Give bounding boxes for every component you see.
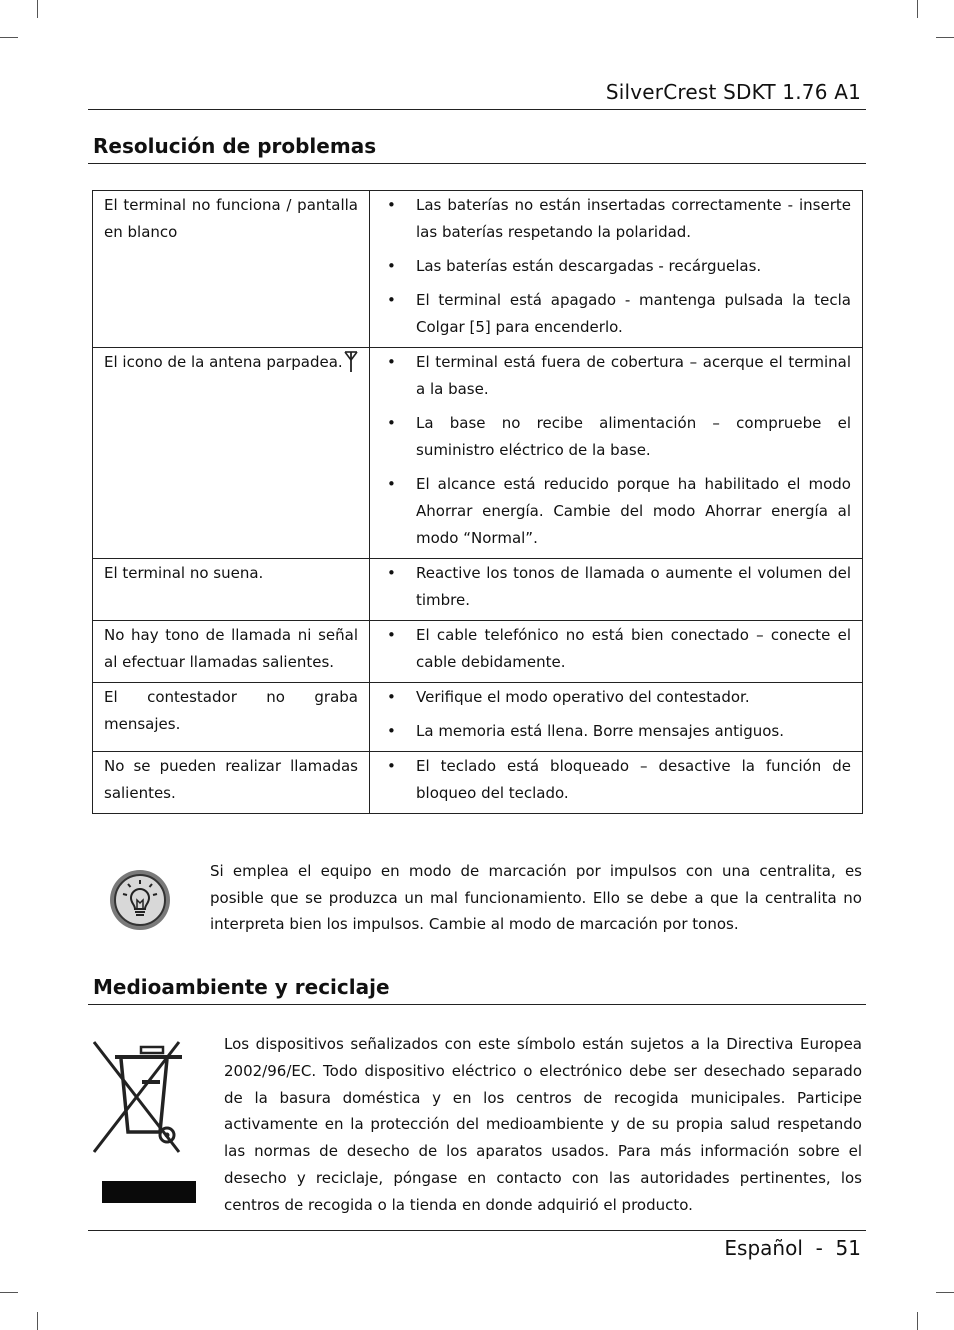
list-item: • Verifique el modo operativo del contestador.: [381, 684, 851, 711]
crop-mark: [0, 37, 18, 38]
table-row: [93, 559, 863, 621]
list-item: • El alcance está reducido porque ha habilitado el modo Ahorrar energía. Cambie del modo Ahorrar energía al modo “Normal”.: [381, 471, 851, 552]
problem-cell: El contestador no graba mensajes.: [93, 683, 370, 752]
table-row: [93, 348, 863, 559]
problem-cell: No hay tono de llamada ni señal al efectuar llamadas salientes.: [93, 621, 370, 683]
problem-cell: El terminal no suena.: [93, 559, 370, 621]
environment-title-rule: [88, 1004, 866, 1005]
crop-mark: [936, 1292, 954, 1293]
list-item: • Reactive los tonos de llamada o aumente el volumen del timbre.: [381, 560, 851, 614]
solution-cell: [370, 752, 863, 814]
solution-cell: [370, 621, 863, 683]
solution-cell: [370, 191, 863, 348]
list-item: • La base no recibe alimentación – compruebe el suministro eléctrico de la base.: [381, 410, 851, 464]
troubleshooting-title: Resolución de problemas: [93, 134, 377, 158]
table-row: [93, 191, 863, 348]
solution-cell: [370, 683, 863, 752]
problem-cell: El icono de la antena parpadea.: [93, 348, 370, 559]
environment-title: Medioambiente y reciclaje: [93, 975, 390, 999]
list-item: • El cable telefónico no está bien conectado – conecte el cable debidamente.: [381, 622, 851, 676]
table-row: [93, 621, 863, 683]
lightbulb-icon: [108, 868, 172, 932]
crop-mark: [917, 1312, 918, 1330]
document-header-title: SilverCrest SDKT 1.76 A1: [605, 80, 861, 104]
table-row: [93, 752, 863, 814]
troubleshooting-table: [92, 190, 863, 814]
footer-rule: [88, 1230, 866, 1231]
troubleshooting-title-rule: [88, 163, 866, 164]
list-item: • Las baterías están descargadas - recárguelas.: [381, 253, 851, 280]
crossed-out-bin-icon: [93, 1038, 197, 1204]
header-rule: [88, 109, 866, 110]
solution-cell: [370, 348, 863, 559]
crop-mark: [936, 37, 954, 38]
crop-mark: [917, 0, 918, 18]
problem-cell: No se pueden realizar llamadas salientes.: [93, 752, 370, 814]
list-item: • Las baterías no están insertadas correctamente - inserte las baterías respetando la polaridad.: [381, 192, 851, 246]
list-item: • El teclado está bloqueado – desactive la función de bloqueo del teclado.: [381, 753, 851, 807]
list-item: • El terminal está fuera de cobertura – acerque el terminal a la base.: [381, 349, 851, 403]
problem-cell: El terminal no funciona / pantalla en blanco: [93, 191, 370, 348]
list-item: • La memoria está llena. Borre mensajes antiguos.: [381, 718, 851, 745]
tip-text: Si emplea el equipo en modo de marcación por impulsos con una centralita, es posible que se produzca un mal funcionamiento. Ello se debe a que la centralita no interpreta bien los impulsos. Cambie al modo de marcación por tonos.: [210, 862, 862, 933]
table-row: [93, 683, 863, 752]
list-item: • El terminal está apagado - mantenga pulsada la tecla Colgar [5] para encenderlo.: [381, 287, 851, 341]
page-footer: Español - 51: [724, 1236, 861, 1260]
crop-mark: [37, 0, 38, 18]
crop-mark: [37, 1312, 38, 1330]
solution-cell: [370, 559, 863, 621]
antenna-icon: [344, 351, 358, 373]
crop-mark: [0, 1292, 18, 1293]
environment-text: Los dispositivos señalizados con este símbolo están sujetos a la Directiva Europea 2002/96/EC. Todo dispositivo eléctrico o electrónico debe ser desechado separado de la basura doméstica y en los centros de recogida municipales. Participe activamente en la protección del medioambiente y de su propia salud respetando las normas de desecho de los aparatos usados. Para más información sobre el desecho y reciclaje, póngase en contacto con las autoridades pertinentes, los centros de recogida o la tienda en donde adquirió el producto.: [224, 1035, 862, 1214]
